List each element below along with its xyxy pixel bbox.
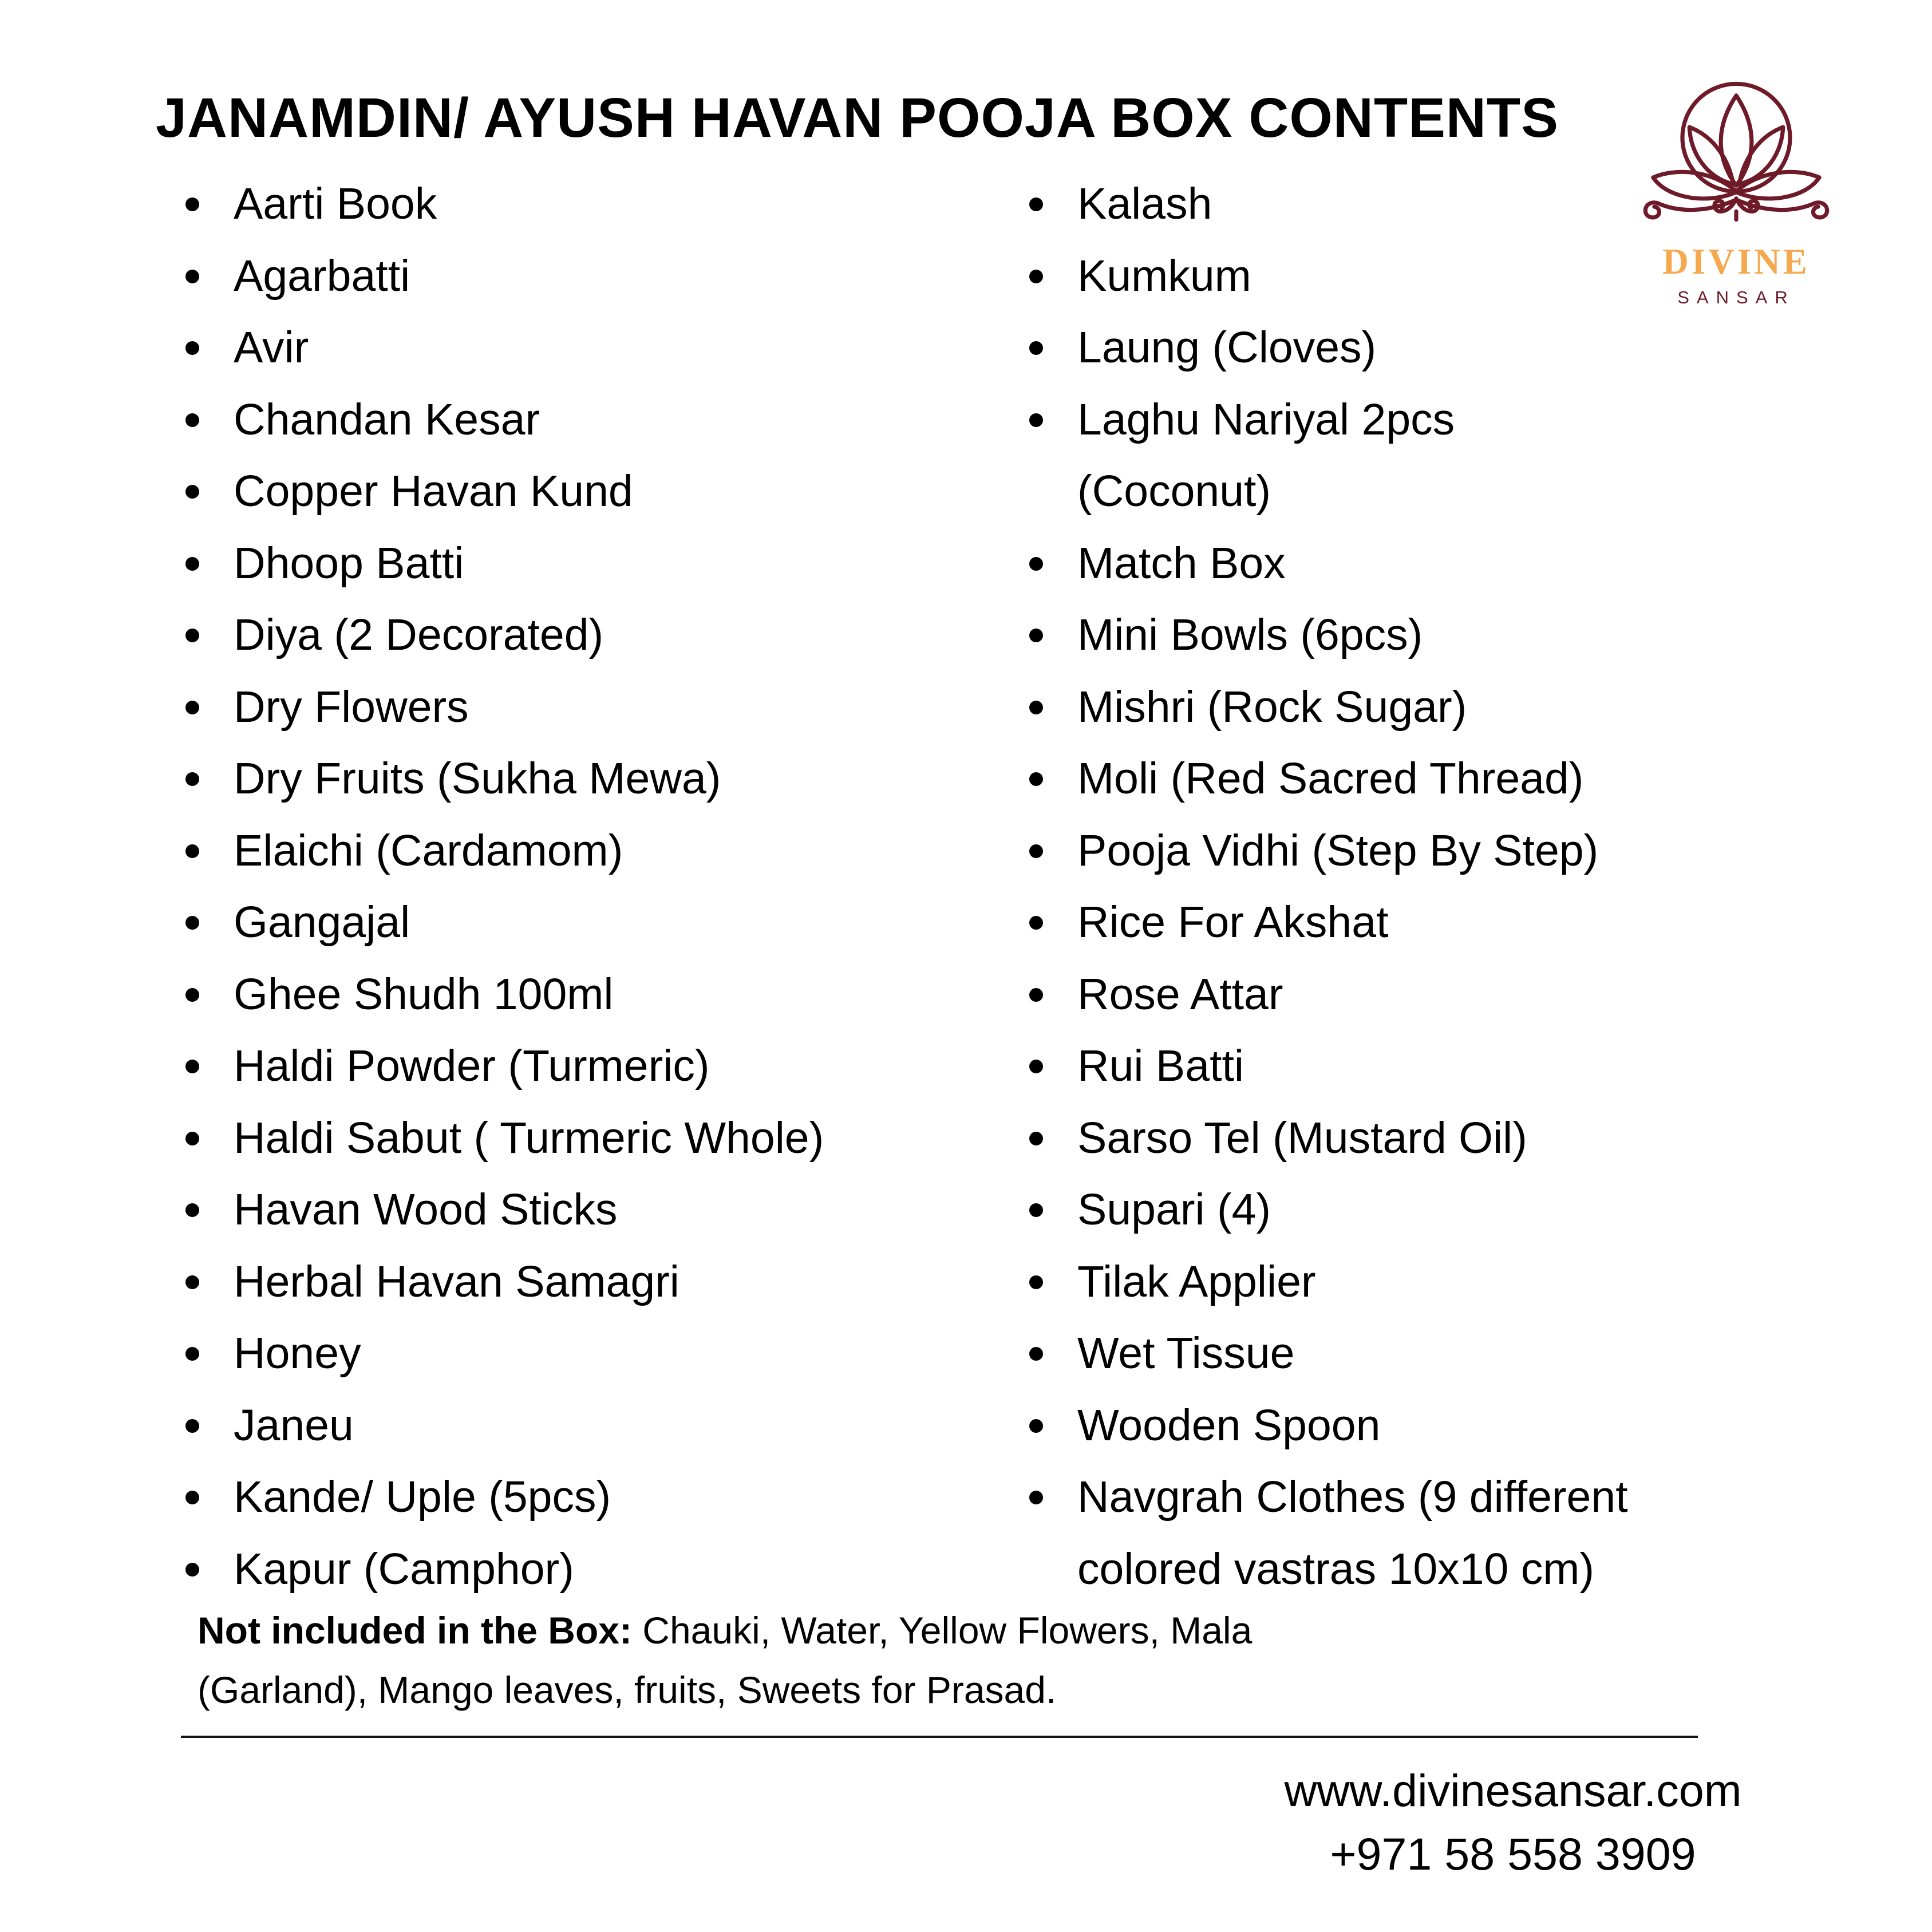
bullet-icon xyxy=(1029,413,1043,427)
item-text: Kalash xyxy=(1077,179,1212,228)
item-text: Tilak Applier xyxy=(1077,1257,1316,1306)
bullet-icon xyxy=(1029,1491,1043,1504)
bullet-icon xyxy=(185,916,199,930)
right-item-list xyxy=(1077,168,1628,1605)
list-item xyxy=(1077,384,1628,528)
bullet-icon xyxy=(185,485,199,499)
not-included-note xyxy=(197,1601,1252,1720)
item-text: Diya (2 Decorated) xyxy=(234,610,604,659)
item-text: Janeu xyxy=(234,1400,354,1450)
item-text: Gangajal xyxy=(234,898,410,947)
list-item xyxy=(1077,815,1628,887)
list-item xyxy=(1077,887,1628,959)
list-item xyxy=(1077,743,1628,815)
bullet-icon xyxy=(1029,772,1043,786)
item-text: Havan Wood Sticks xyxy=(234,1185,618,1234)
item-text: Moli (Red Sacred Thread) xyxy=(1077,754,1584,803)
item-text: Avir xyxy=(234,323,309,372)
item-text: Wooden Spoon xyxy=(1077,1400,1381,1450)
item-text: Sarso Tel (Mustard Oil) xyxy=(1077,1113,1527,1163)
phone-number: +971 58 558 3909 xyxy=(1330,1828,1696,1879)
brand-name: DIVINE xyxy=(1662,242,1810,282)
item-text: Match Box xyxy=(1077,538,1286,588)
list-item xyxy=(234,1534,824,1606)
bullet-icon xyxy=(185,413,199,427)
list-item xyxy=(234,743,824,815)
item-text: Laung (Cloves) xyxy=(1077,323,1377,372)
left-item-list xyxy=(234,168,824,1605)
list-item xyxy=(1077,168,1628,240)
item-text: Supari (4) xyxy=(1077,1185,1271,1234)
list-item xyxy=(234,312,824,384)
bullet-icon xyxy=(1029,1419,1043,1433)
list-item xyxy=(1077,959,1628,1031)
list-item xyxy=(234,1174,824,1246)
list-item xyxy=(234,168,824,240)
note-text: Chauki, Water, Yellow Flowers, Mala (Garland), Mango leaves, fruits, Sweets for Prasad. xyxy=(197,1609,1253,1711)
item-text: Ghee Shudh 100ml xyxy=(234,969,614,1019)
bullet-icon xyxy=(185,1563,199,1577)
bullet-icon xyxy=(1029,629,1043,642)
bullet-icon xyxy=(185,1132,199,1145)
bullet-icon xyxy=(1029,701,1043,714)
item-text: Dry Fruits (Sukha Mewa) xyxy=(234,754,721,803)
bullet-icon xyxy=(185,844,199,858)
bullet-icon xyxy=(1029,197,1043,211)
bullet-icon xyxy=(1029,1060,1043,1073)
bullet-icon xyxy=(1029,1203,1043,1217)
item-text: Agarbatti xyxy=(234,251,410,301)
item-text: Kapur (Camphor) xyxy=(234,1544,574,1594)
item-text: Dry Flowers xyxy=(234,682,469,732)
list-item xyxy=(234,528,824,600)
bullet-icon xyxy=(185,701,199,714)
list-item xyxy=(1077,1246,1628,1318)
item-text: Laghu Nariyal 2pcs (Coconut) xyxy=(1077,394,1455,516)
footer xyxy=(1141,1759,1885,1886)
list-item xyxy=(1077,1390,1628,1462)
bullet-icon xyxy=(185,1347,199,1361)
list-item xyxy=(234,1461,824,1534)
page-title: JANAMDIN/ AYUSH HAVAN POOJA BOX CONTENTS xyxy=(156,86,1559,149)
list-item xyxy=(234,1030,824,1103)
list-item xyxy=(234,815,824,887)
note-label: Not included in the Box: xyxy=(197,1609,632,1652)
bullet-icon xyxy=(1029,270,1043,283)
item-text: Navgrah Clothes (9 different colored vastras 10x10 cm) xyxy=(1077,1472,1628,1594)
website-url: www.divinesansar.com xyxy=(1284,1765,1742,1816)
bullet-icon xyxy=(185,557,199,571)
item-text: Wet Tissue xyxy=(1077,1329,1295,1378)
item-text: Haldi Powder (Turmeric) xyxy=(234,1041,710,1091)
list-item xyxy=(234,599,824,671)
list-item xyxy=(1077,1030,1628,1103)
bullet-icon xyxy=(1029,341,1043,355)
item-text: Chandan Kesar xyxy=(234,394,540,444)
item-text: Rui Batti xyxy=(1077,1041,1244,1091)
item-text: Pooja Vidhi (Step By Step) xyxy=(1077,825,1599,875)
bullet-icon xyxy=(185,1203,199,1217)
item-text: Honey xyxy=(234,1329,361,1378)
bullet-icon xyxy=(185,1419,199,1433)
brand-logo xyxy=(1642,72,1831,306)
bullet-icon xyxy=(185,988,199,1002)
item-text: Haldi Sabut ( Turmeric Whole) xyxy=(234,1113,824,1163)
bullet-icon xyxy=(185,1060,199,1073)
item-text: Mishri (Rock Sugar) xyxy=(1077,682,1467,732)
item-text: Herbal Havan Samagri xyxy=(234,1257,679,1306)
bullet-icon xyxy=(185,1491,199,1504)
list-item xyxy=(234,456,824,528)
bullet-icon xyxy=(185,197,199,211)
item-text: Mini Bowls (6pcs) xyxy=(1077,610,1423,659)
item-text: Dhoop Batti xyxy=(234,538,464,588)
lotus-icon xyxy=(1642,72,1831,230)
list-item xyxy=(234,1246,824,1318)
bullet-icon xyxy=(185,341,199,355)
bullet-icon xyxy=(185,629,199,642)
bullet-icon xyxy=(1029,1132,1043,1145)
list-item xyxy=(234,1318,824,1390)
item-text: Rose Attar xyxy=(1077,969,1283,1019)
list-item xyxy=(234,384,824,456)
bullet-icon xyxy=(185,772,199,786)
list-item xyxy=(234,240,824,313)
item-text: Rice For Akshat xyxy=(1077,898,1389,947)
item-text: Elaichi (Cardamom) xyxy=(234,825,623,875)
list-item xyxy=(234,1390,824,1462)
bullet-icon xyxy=(185,1275,199,1289)
item-text: Aarti Book xyxy=(234,179,437,228)
list-item xyxy=(1077,240,1628,313)
list-item xyxy=(1077,528,1628,600)
list-item xyxy=(234,887,824,959)
list-item xyxy=(1077,1103,1628,1175)
bullet-icon xyxy=(1029,1347,1043,1361)
bullet-icon xyxy=(1029,988,1043,1002)
list-item xyxy=(1077,312,1628,384)
list-item xyxy=(1077,599,1628,671)
list-item xyxy=(234,671,824,744)
bullet-icon xyxy=(1029,557,1043,571)
bullet-icon xyxy=(185,270,199,283)
bullet-icon xyxy=(1029,844,1043,858)
bullet-icon xyxy=(1029,1275,1043,1289)
brand-subname: SANSAR xyxy=(1677,287,1795,307)
list-item xyxy=(1077,1174,1628,1246)
divider-line xyxy=(181,1736,1698,1738)
list-item xyxy=(234,1103,824,1175)
list-item xyxy=(1077,1318,1628,1390)
list-item xyxy=(1077,671,1628,744)
list-item xyxy=(234,959,824,1031)
bullet-icon xyxy=(1029,916,1043,930)
item-text: Kande/ Uple (5pcs) xyxy=(234,1472,611,1522)
item-text: Copper Havan Kund xyxy=(234,467,633,516)
item-text: Kumkum xyxy=(1077,251,1251,301)
list-item xyxy=(1077,1461,1628,1605)
